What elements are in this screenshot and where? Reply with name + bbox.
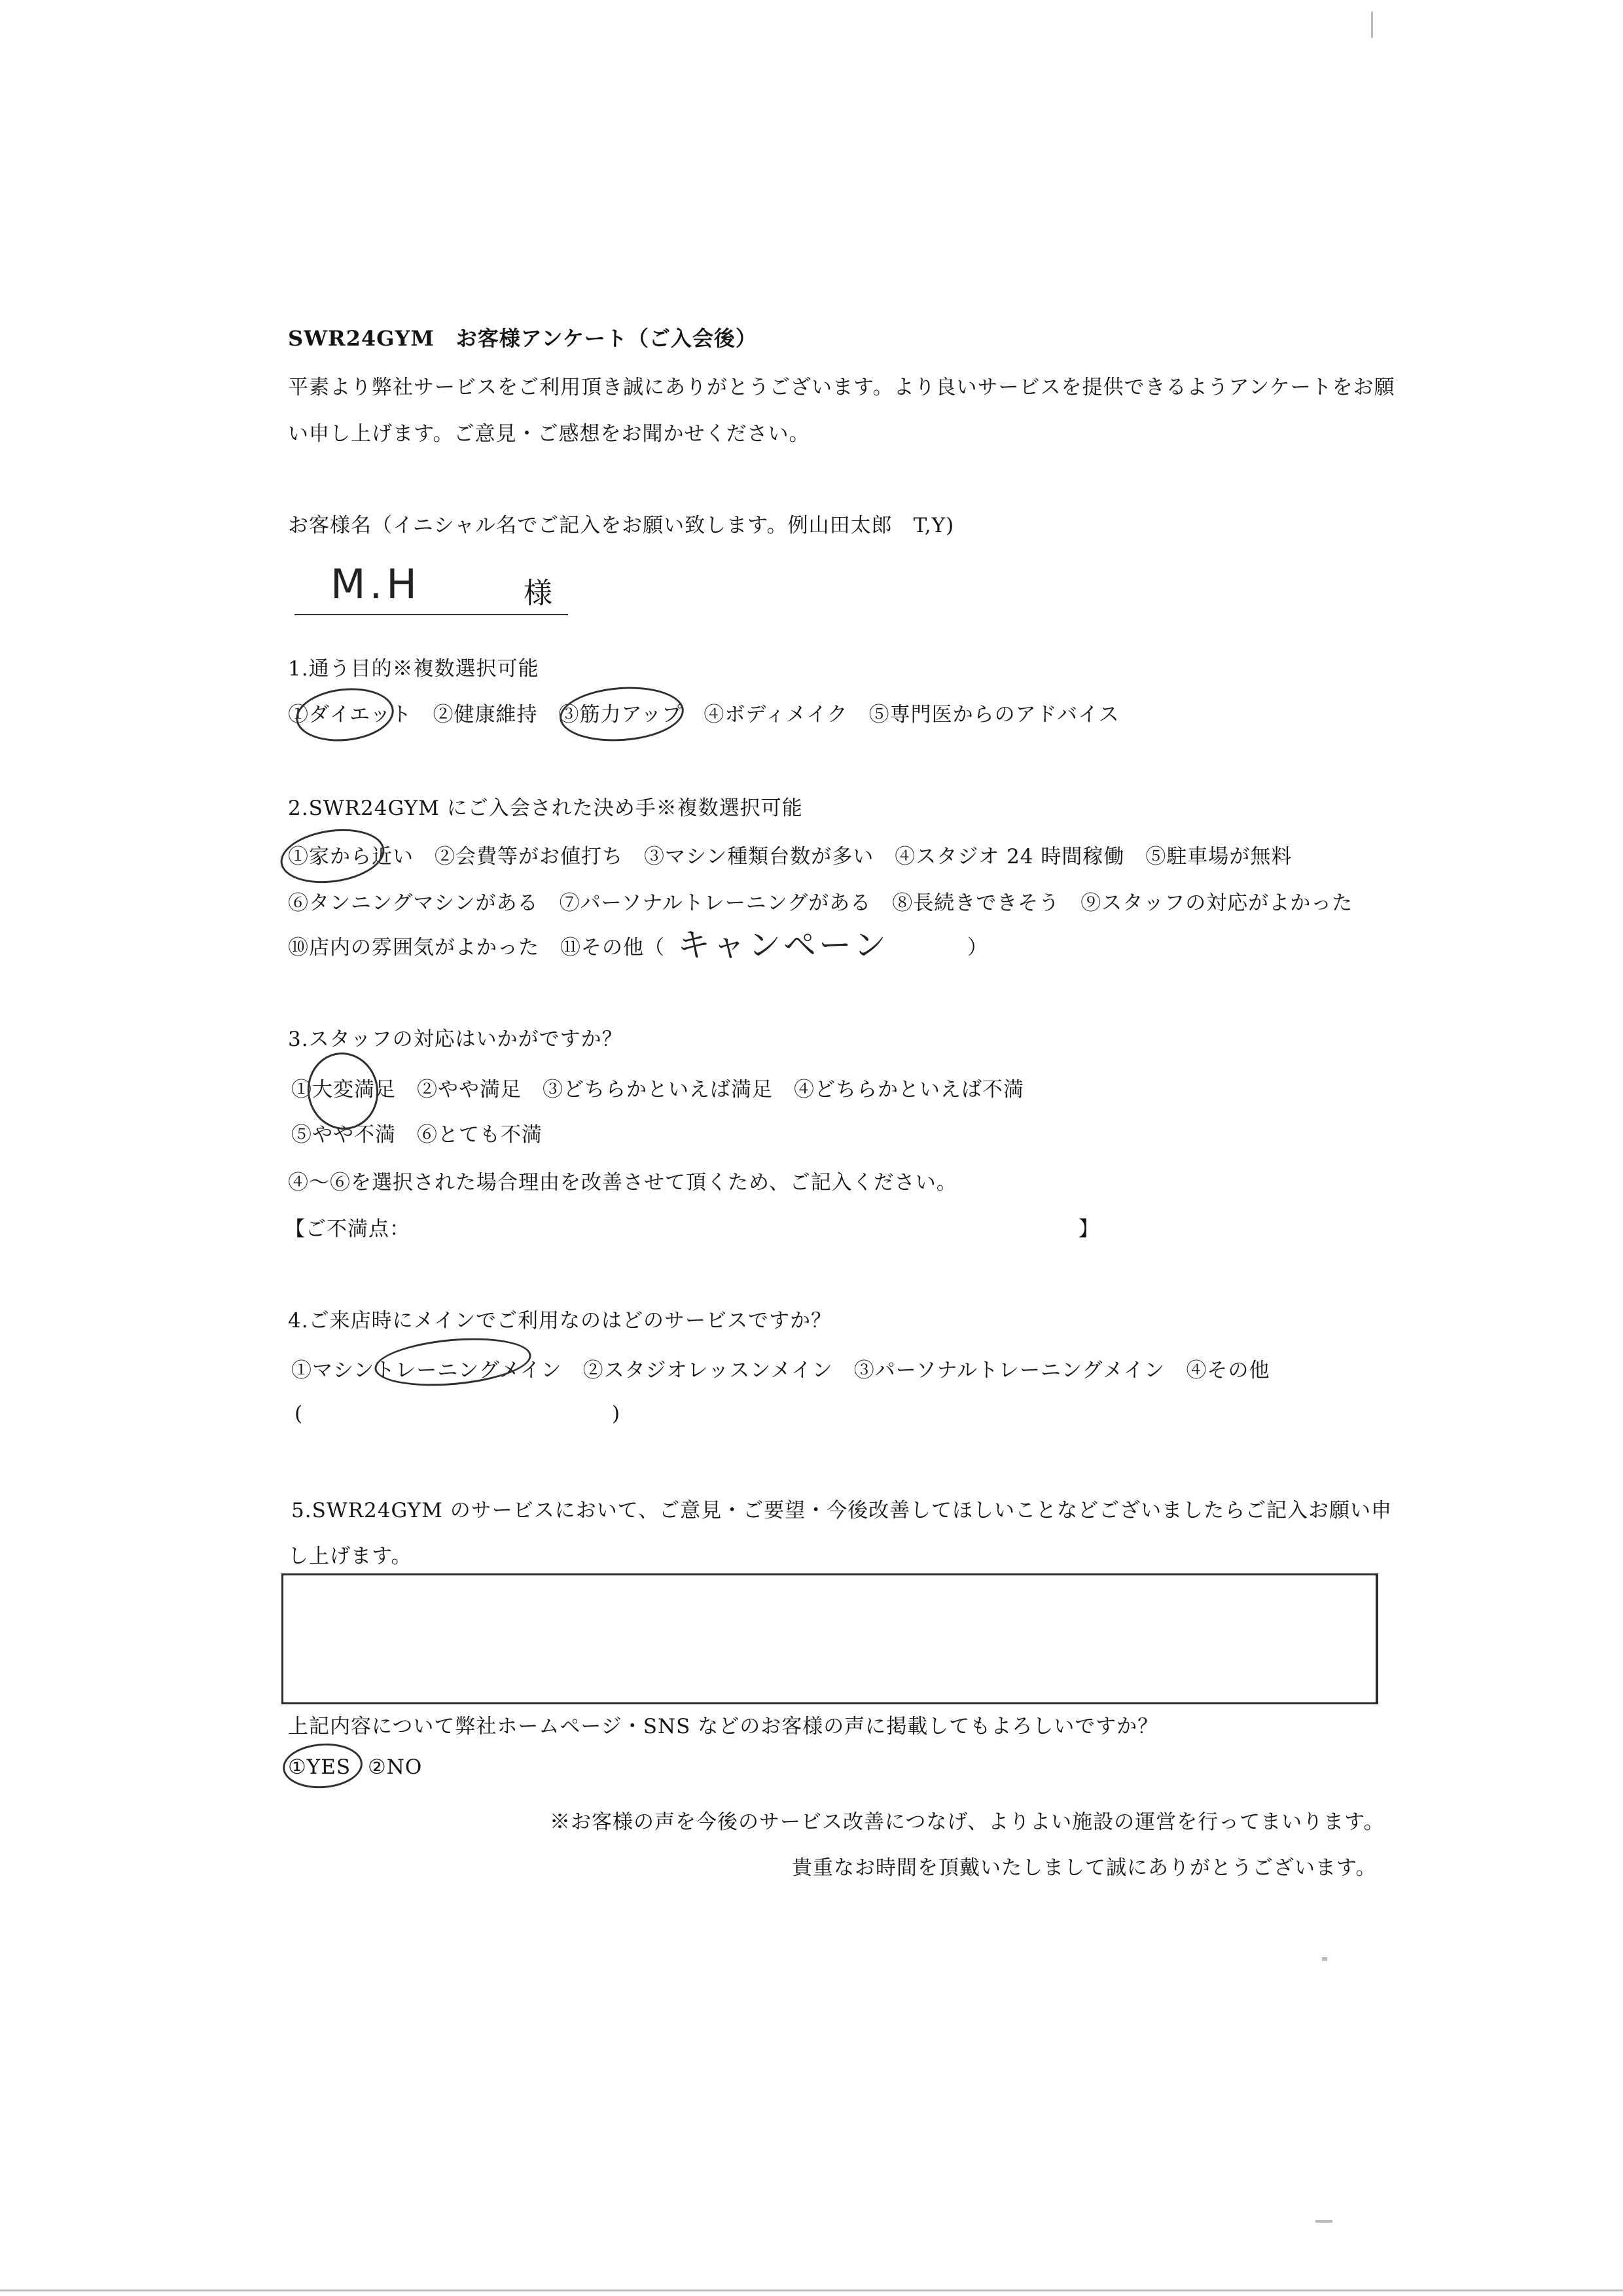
q4-title: 4.ご来店時にメインでご利用なのはどのサービスですか？ (288, 1309, 832, 1333)
q3-title: 3.スタッフの対応はいかがですか？ (288, 1028, 623, 1051)
publish-selection-circle-yes (281, 1741, 364, 1791)
survey-title: SWR24GYM お客様アンケート（ご入会後） (288, 326, 757, 351)
customer-name-suffix: 様 (524, 577, 553, 610)
scan-mark (1371, 12, 1373, 38)
q1-title: 1.通う目的※複数選択可能 (288, 657, 539, 681)
publish-option-no[interactable]: ②NO (368, 1755, 423, 1779)
q1-selection-circle-diet (293, 683, 397, 745)
q3-reason-note: ④～⑥を選択された場合理由を改善させて頂くため、ご記入ください。 (288, 1171, 957, 1194)
q2-options-line3: ⑩店内の雰囲気がよかった ⑪その他（ (288, 936, 665, 960)
q2-options-line2: ⑥タンニングマシンがある ⑦パーソナルトレーニングがある ⑧長続きできそう ⑨スタッフの対応がよかった (288, 891, 1353, 915)
q5-title-line2: し上げます。 (288, 1545, 412, 1568)
customer-initials-field[interactable]: M.H (330, 560, 421, 608)
q3-complaint-close: 】 (1079, 1217, 1099, 1241)
scan-edge-line (0, 2289, 1623, 2291)
q4-other-open-paren: ( (294, 1402, 304, 1426)
q2-other-answer[interactable]: キャンペーン (677, 926, 889, 964)
customer-name-underline (294, 614, 568, 615)
q2-options-line1: ①家から近い ②会費等がお値打ち ③マシン種類台数が多い ④スタジオ 24 時間稼働 ⑤駐車場が無料 (288, 845, 1293, 869)
q1-options: ①ダイエット ②健康維持 ③筋力アップ ④ボディメイク ⑤専門医からのアドバイス (288, 703, 1120, 726)
q3-options-line2: ⑤やや不満 ⑥とても不満 (291, 1123, 543, 1147)
publish-option-yes[interactable]: ①YES (288, 1755, 351, 1779)
q2-selection-circle-near-home (277, 823, 388, 889)
publish-question: 上記内容について弊社ホームページ・SNS などのお客様の声に掲載してもよろしいですか？ (288, 1715, 1159, 1738)
customer-name-label: お客様名（イニシャル名でご記入をお願い致します。例山田太郎 T,Y) (288, 514, 955, 537)
q1-selection-circle-muscle (558, 683, 685, 745)
q3-options-line1: ①大変満足 ②やや満足 ③どちらかといえば満足 ④どちらかといえば不満 (291, 1078, 1024, 1102)
q3-complaint-label: 【ご不満点： (285, 1217, 410, 1241)
q4-options: ①マシントレーニングメイン ②スタジオレッスンメイン ③パーソナルトレーニングメイン ④その他 (291, 1359, 1270, 1382)
q2-title: 2.SWR24GYM にご入会された決め手※複数選択可能 (288, 797, 803, 820)
footer-thanks: 貴重なお時間を頂戴いたしまして誠にありがとうございます。 (792, 1856, 1377, 1880)
scan-mark (1322, 1957, 1327, 1961)
q5-title-line1: 5.SWR24GYM のサービスにおいて、ご意見・ご要望・今後改善してほしいことなどございましたらご記入お願い申 (291, 1499, 1393, 1522)
q2-other-close-paren: ） (967, 936, 988, 960)
scan-mark (1315, 2220, 1332, 2223)
q5-answer-box[interactable] (281, 1573, 1378, 1704)
intro-text-line2: い申し上げます。ご意見・ご感想をお聞かせください。 (288, 422, 810, 446)
intro-text-line1: 平素より弊社サービスをご利用頂き誠にありがとうございます。より良いサービスを提供できるようアンケートをお願 (288, 376, 1395, 399)
q4-other-close-paren: ) (612, 1402, 621, 1426)
footer-note: ※お客様の声を今後のサービス改善につなげ、よりよい施設の運営を行ってまいります。 (550, 1810, 1385, 1834)
